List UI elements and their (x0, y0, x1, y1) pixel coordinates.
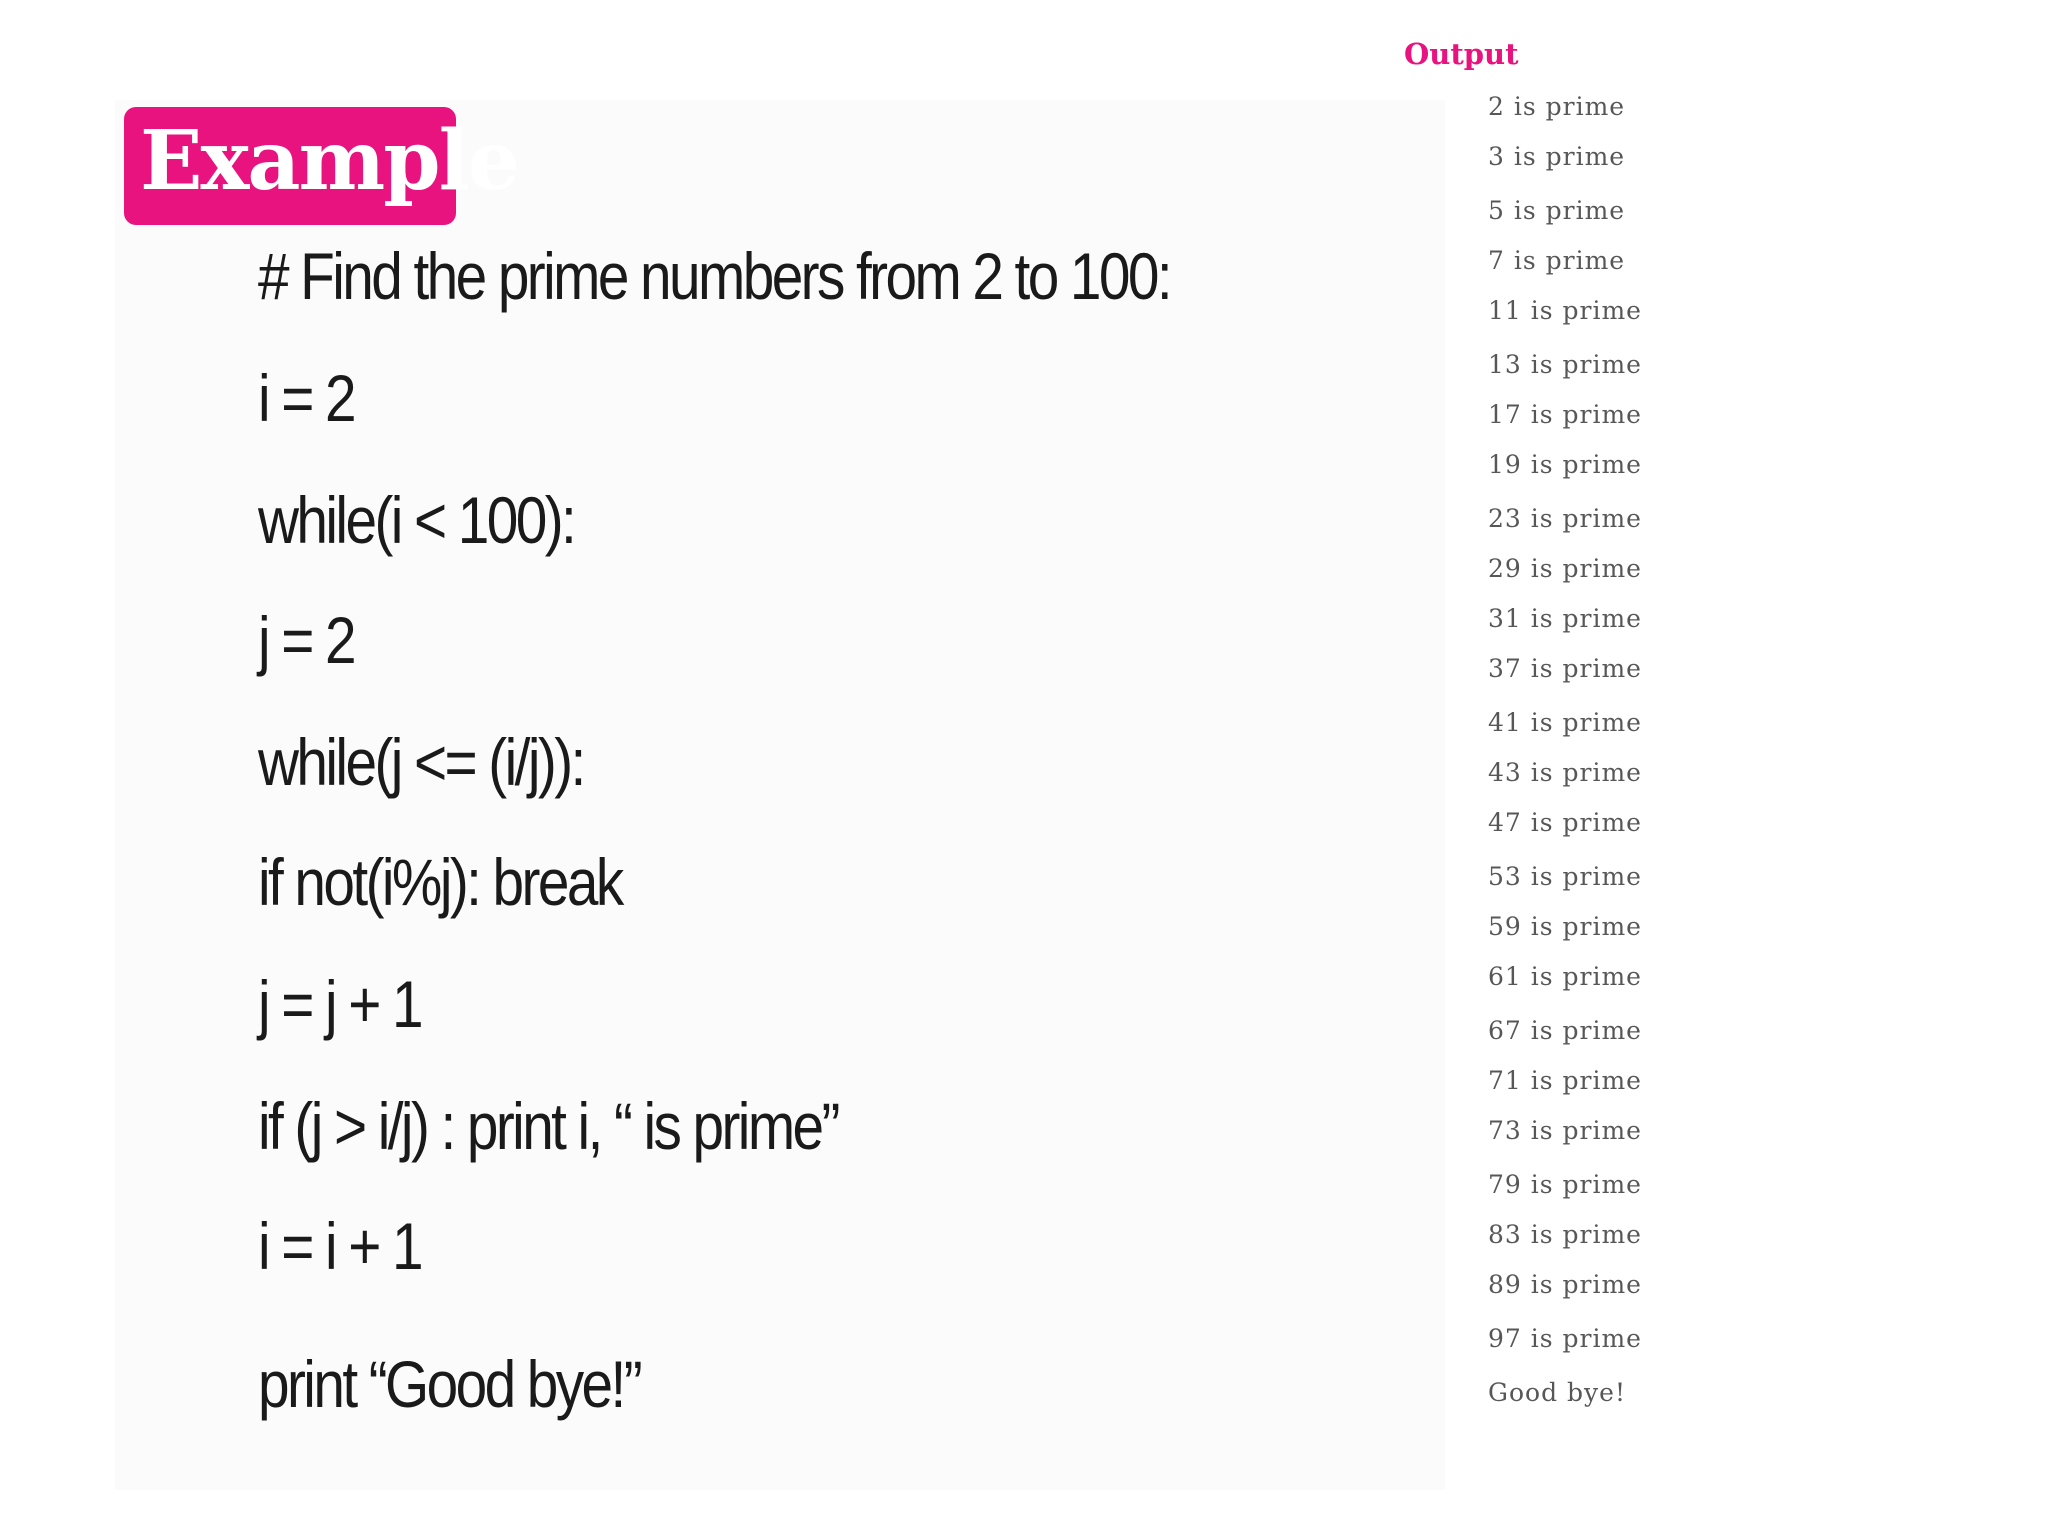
output-line: 47 is prime (1488, 808, 1642, 837)
output-line: 2 is prime (1488, 92, 1626, 121)
output-line: 89 is prime (1488, 1270, 1642, 1299)
output-line: 41 is prime (1488, 708, 1642, 737)
output-line: 71 is prime (1488, 1066, 1642, 1095)
output-line: 37 is prime (1488, 654, 1642, 683)
output-line: 67 is prime (1488, 1016, 1642, 1045)
example-badge (124, 107, 518, 225)
output-line: 11 is prime (1488, 296, 1642, 325)
output-line: 97 is prime (1488, 1324, 1642, 1353)
code-line-print-prime: if (j > i/j) : print i, “ is prime” (258, 1089, 838, 1163)
code-line-init-j: j = 2 (258, 603, 354, 677)
output-line: 17 is prime (1488, 400, 1642, 429)
output-line: 73 is prime (1488, 1116, 1642, 1145)
output-line: 79 is prime (1488, 1170, 1642, 1199)
output-line: 31 is prime (1488, 604, 1642, 633)
output-line: 7 is prime (1488, 246, 1626, 275)
output-line-goodbye: Good bye! (1488, 1378, 1626, 1407)
output-title: Output (1404, 37, 1519, 71)
output-line: 53 is prime (1488, 862, 1642, 891)
code-line-increment-i: i = i + 1 (258, 1209, 421, 1283)
output-line: 5 is prime (1488, 196, 1626, 225)
code-line-if-break: if not(i%j): break (258, 845, 622, 919)
example-label: Example (140, 113, 518, 209)
output-line: 59 is prime (1488, 912, 1642, 941)
output-line: 61 is prime (1488, 962, 1642, 991)
output-line: 43 is prime (1488, 758, 1642, 787)
output-line: 3 is prime (1488, 142, 1626, 171)
output-line: 83 is prime (1488, 1220, 1642, 1249)
code-line-print-goodbye: print “Good bye!” (258, 1347, 641, 1421)
output-line: 23 is prime (1488, 504, 1642, 533)
code-line-comment: # Find the prime numbers from 2 to 100: (258, 239, 1171, 313)
code-line-init-i: i = 2 (258, 361, 354, 435)
output-line: 19 is prime (1488, 450, 1642, 479)
code-line-increment-j: j = j + 1 (258, 967, 421, 1041)
code-line-inner-while: while(j <= (i/j)): (258, 725, 584, 799)
output-line: 29 is prime (1488, 554, 1642, 583)
output-line: 13 is prime (1488, 350, 1642, 379)
code-line-outer-while: while(i < 100): (258, 483, 575, 557)
